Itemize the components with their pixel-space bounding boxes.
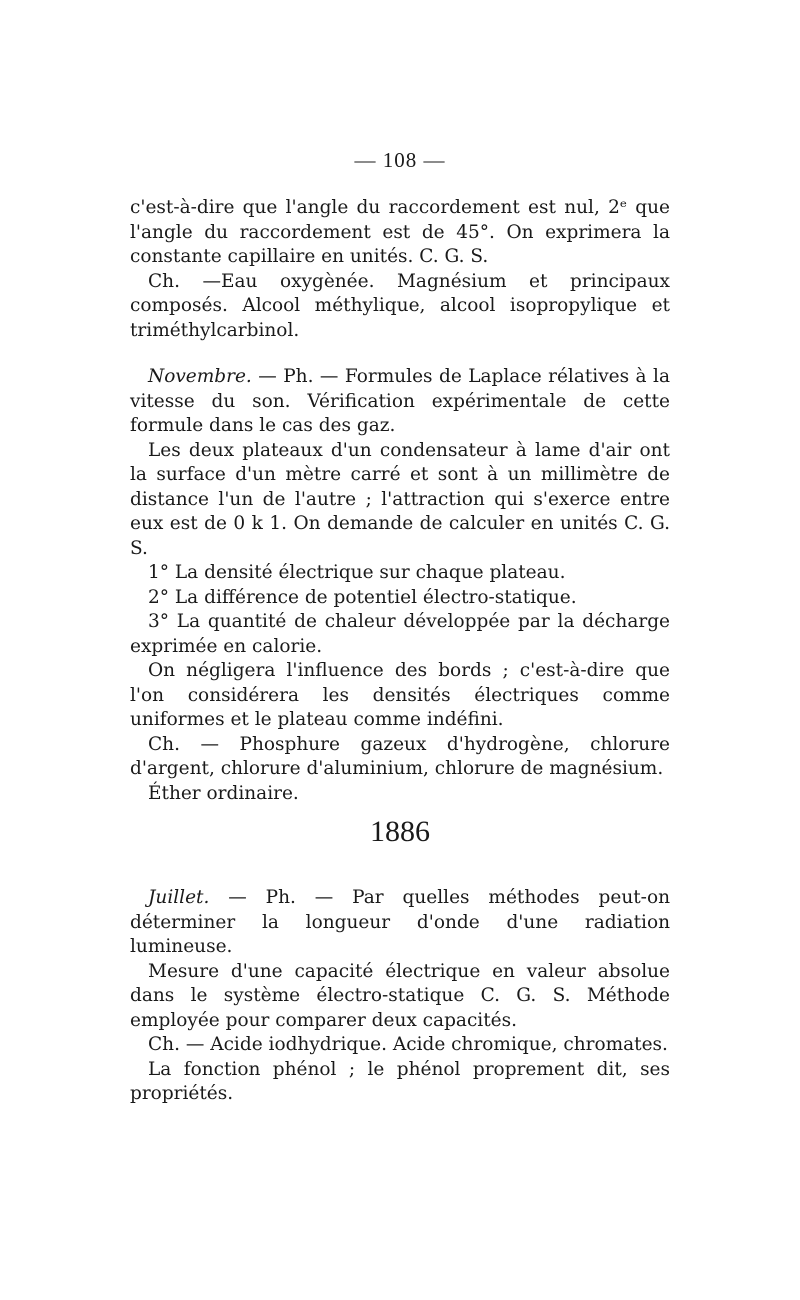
page-number: — 108 — <box>354 148 446 172</box>
paragraph-condensateur: Les deux plateaux d'un condensateur à lame d'air ont la surface d'un mètre carré et sont à un millimètre de distance l'un de l'autre ; l'attraction qui s'exerce entre eux est de 0 k 1. On demande de calculer en unités C. G. S. <box>130 439 670 559</box>
paragraph-chemistry-juillet: Ch. — Acide iodhydrique. Acide chromique, chromates. <box>148 1034 668 1055</box>
paragraph-note: On négligera l'influence des bords ; c'est-à-dire que l'on considérera les densités électriques comme uniformes et le plateau comme indéfini. <box>130 660 670 730</box>
top-section <box>130 196 670 343</box>
year-heading: 1886 <box>370 815 430 848</box>
question-2: 2° La différence de potentiel électro-statique. <box>148 586 577 608</box>
paragraph-capacite: Mesure d'une capacité électrique en valeur absolue dans le système électro-statique C. G. S. Méthode employée pour comparer deux capacités. <box>130 960 670 1031</box>
juillet-physics-text: — Ph. — Par quelles méthodes peut-on déterminer la longueur d'onde d'une radiation lumineuse. <box>130 887 670 957</box>
paragraph-chemistry-novembre: Ch. — Phosphure gazeux d'hydrogène, chlorure d'argent, chlorure d'aluminium, chlorure de magnésium. <box>130 733 670 779</box>
novembre-label: Novembre. <box>148 366 252 387</box>
paragraph-continuation: c'est-à-dire que l'angle du raccordement est nul, 2ᵉ que l'angle du raccordement est de 45°. On exprimera la constante capillaire en unités. C. G. S. <box>130 197 670 267</box>
juillet-intro <box>130 886 670 960</box>
paragraph-ether: Éther ordinaire. <box>148 782 299 804</box>
novembre-section <box>130 365 670 806</box>
question-3: 3° La quantité de chaleur développée par la décharge exprimée en calorie. <box>130 611 670 657</box>
question-1: 1° La densité électrique sur chaque plateau. <box>148 562 566 583</box>
novembre-physics-text: — Ph. — Formules de Laplace rélatives à la vitesse du son. Vérification expérimentale de cette formule dans le cas des gaz. <box>130 366 670 436</box>
novembre-intro <box>130 365 670 439</box>
paragraph-phenol: La fonction phénol ; le phénol proprement dit, ses propriétés. <box>130 1058 670 1104</box>
juillet-label: Juillet. <box>148 887 210 908</box>
paragraph-chemistry: Ch. —Eau oxygènée. Magnésium et principaux composés. Alcool méthylique, alcool isopropylique et triméthylcarbinol. <box>130 270 670 341</box>
juillet-section <box>130 886 670 1107</box>
